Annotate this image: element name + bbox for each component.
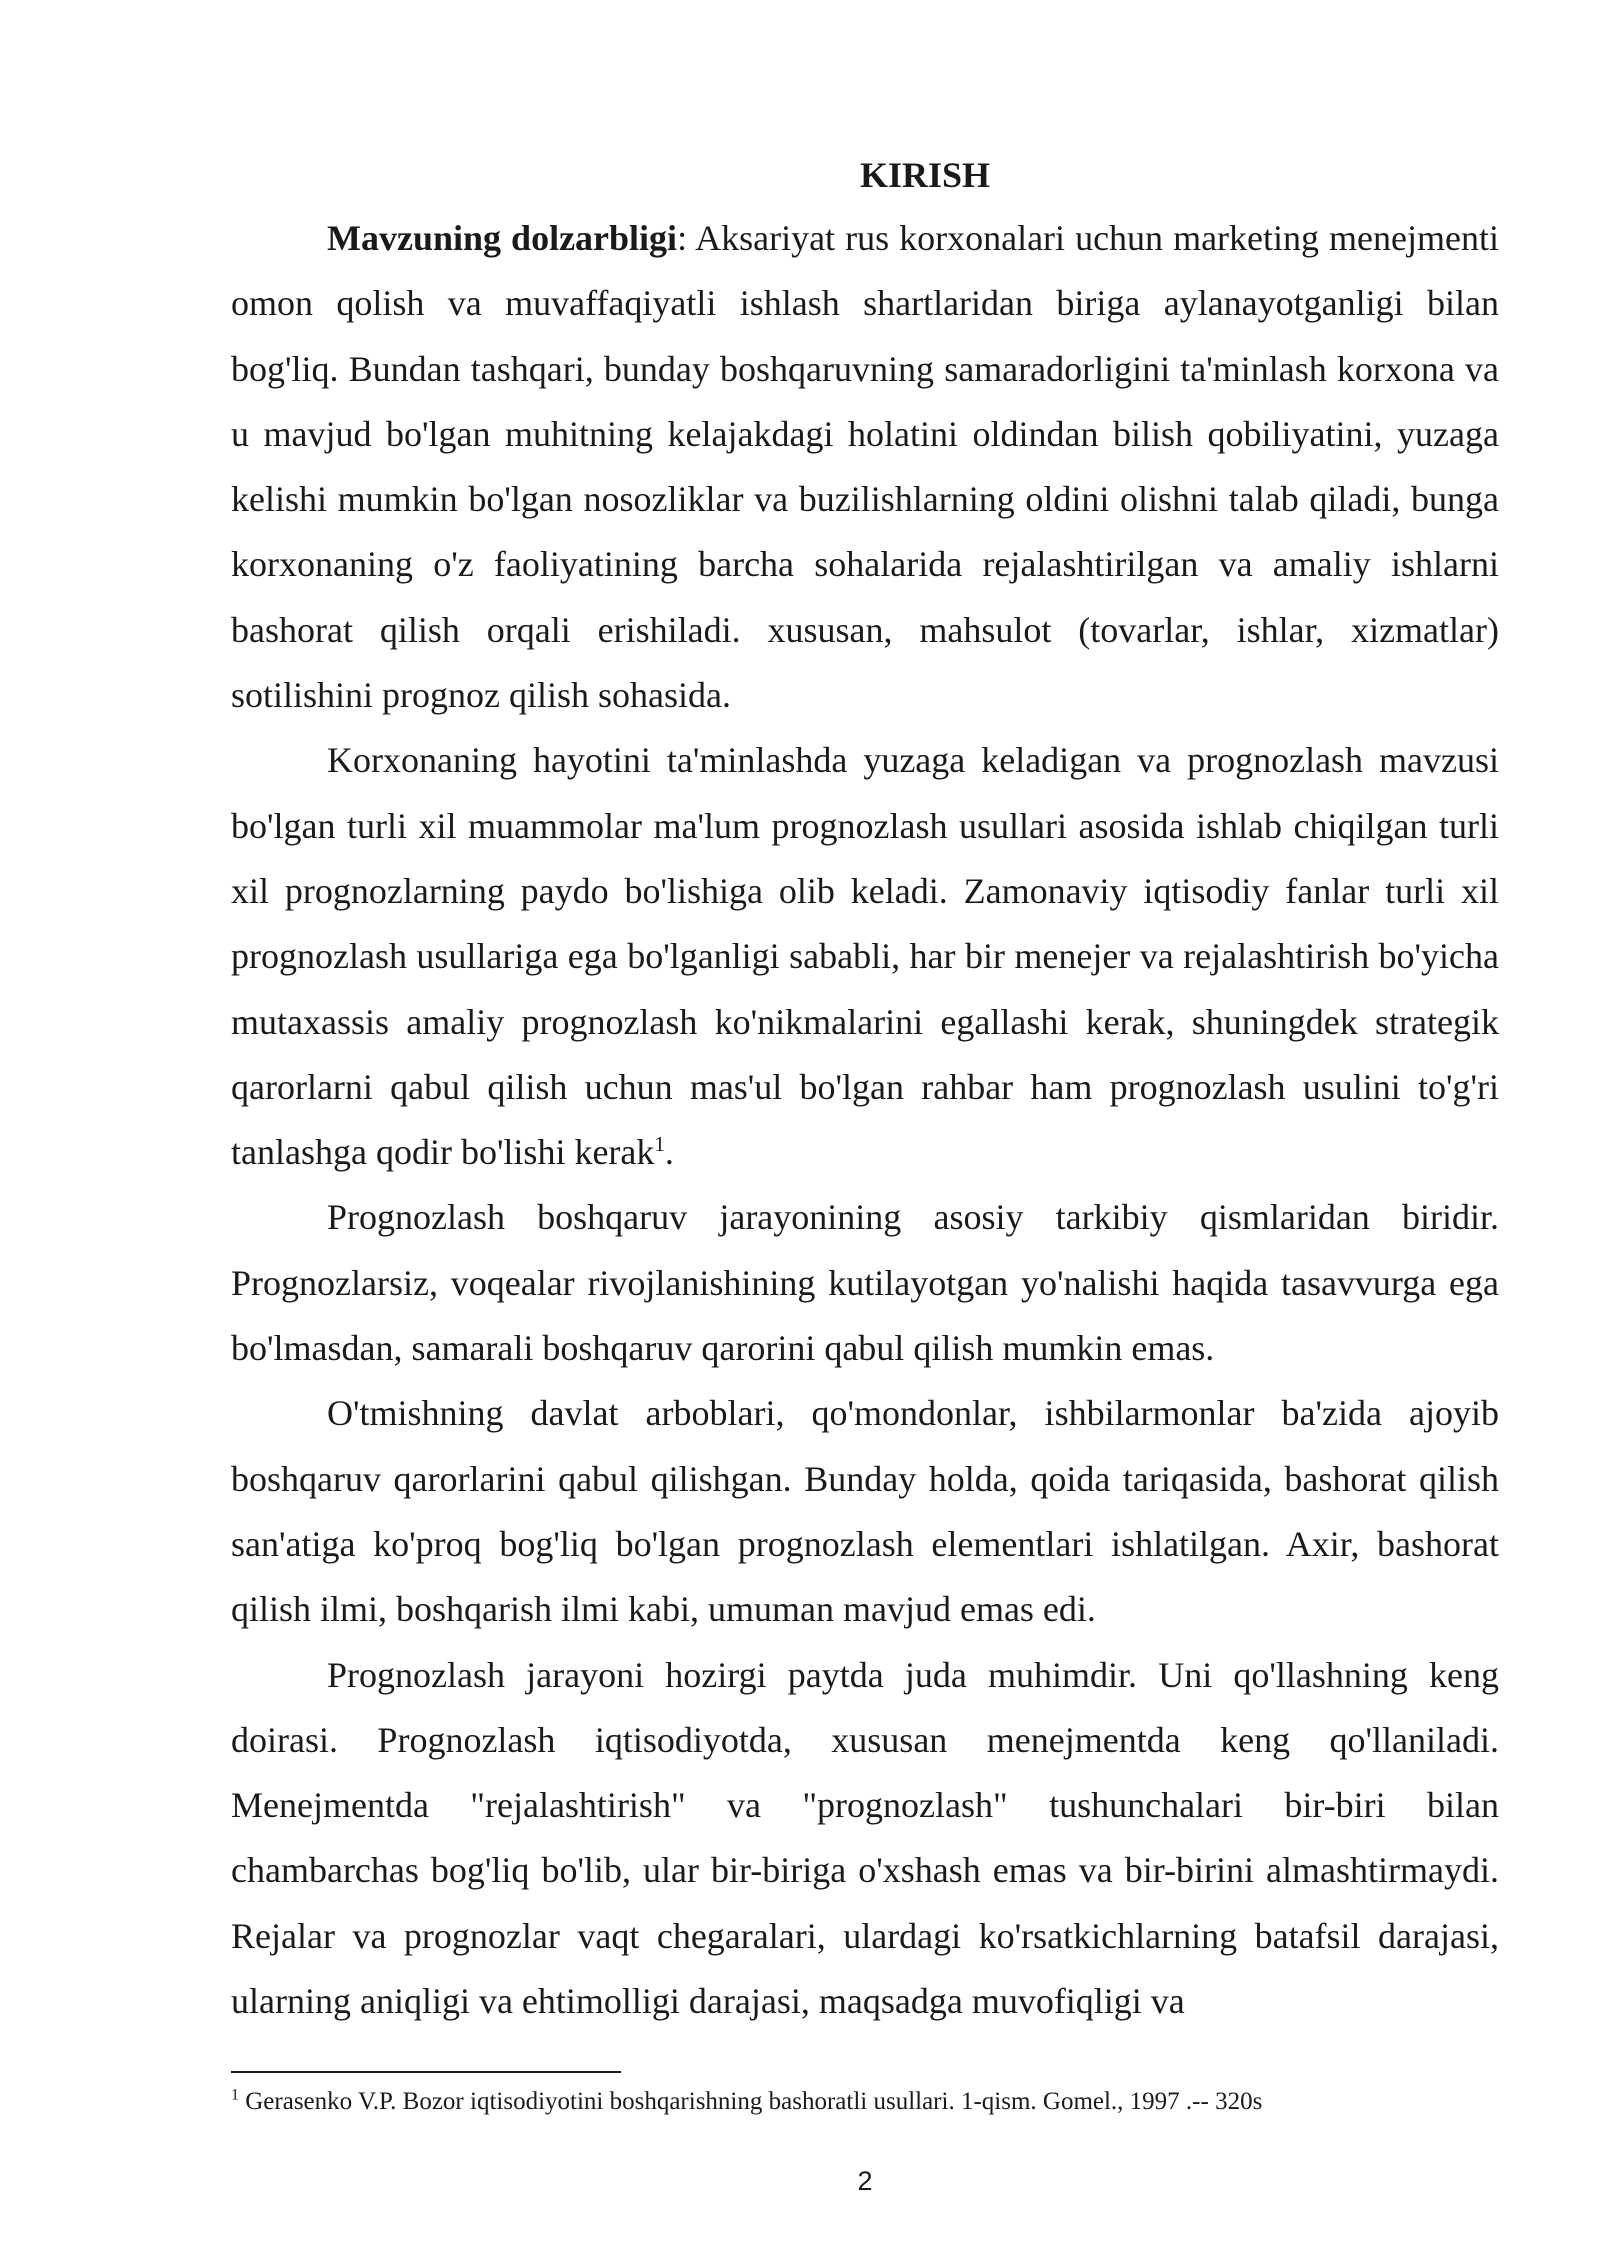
paragraph-forecasting-management bbox=[231, 1185, 1499, 1381]
footnote-reference[interactable]: 1 bbox=[654, 1132, 665, 1157]
relevance-lead: Mavzuning dolzarbligi bbox=[327, 218, 678, 258]
paragraph-importance bbox=[231, 1643, 1499, 2035]
footnote-text: Gerasenko V.P. Bozor iqtisodiyotini boshqarishning bashoratli usullari. 1-qism. Gomel., 1997 .-- 320s bbox=[239, 2088, 1263, 2115]
importance-text: Prognozlash jarayoni hozirgi paytda juda muhimdir. Uni qo'llashning keng doirasi. Prognozlash iqtisodiyotda, xususan menejmentda keng qo'llaniladi. Menejmentda "rejalashtirish" va "prognozlash" tushunchalari bir-biri bilan chambarchas bog'liq bo'lib, ular bir-biriga o'xshash emas va bir-birini almashtirmaydi. Rejalar va prognozlar vaqt chegaralari, ulardagi ko'rsatkichlarning batafsil darajasi, ularning aniqligi va ehtimolligi darajasi, maqsadga muvofiqligi va bbox=[231, 1654, 1499, 2022]
paragraph-history bbox=[231, 1381, 1499, 1642]
footnote bbox=[231, 2086, 1499, 2118]
forecast-problems-tail: . bbox=[664, 1132, 674, 1173]
forecasting-management-text: Prognozlash boshqaruv jarayonining asosiy tarkibiy qismlaridan biridir. Prognozlarsiz, voqealar rivojlanishining kutilayotgan yo'nalishi haqida tasavvurga ega bo'lmasdan, samarali boshqaruv qarorini qabul qilish mumkin emas. bbox=[231, 1197, 1499, 1369]
footnote-separator bbox=[231, 2071, 621, 2073]
page-number: 2 bbox=[857, 2166, 873, 2196]
paragraph-forecast-problems bbox=[231, 728, 1499, 1185]
section-heading: KIRISH bbox=[859, 155, 991, 195]
footnote-marker: 1 bbox=[231, 2086, 239, 2104]
history-text: O'tmishning davlat arboblari, qo'mondonlar, ishbilarmonlar ba'zida ajoyib boshqaruv qarorlarini qabul qilishgan. Bunday holda, qoida tariqasida, bashorat qilish san'atiga ko'proq bog'liq bo'lgan prognozlash elementlari ishlatilgan. Axir, bashorat qilish ilmi, boshqarish ilmi kabi, umuman mavjud emas edi. bbox=[231, 1393, 1499, 1630]
paragraph-relevance bbox=[231, 206, 1499, 728]
forecast-problems-text: Korxonaning hayotini ta'minlashda yuzaga keladigan va prognozlash mavzusi bo'lgan turli xil muammolar ma'lum prognozlash usullari asosida ishlab chiqilgan turli xil prognozlarning paydo bo'lishiga olib keladi. Zamonaviy iqtisodiy fanlar turli xil prognozlash usullariga ega bo'lganligi sababli, har bir menejer va rejalashtirish bo'yicha mutaxassis amaliy prognozlash ko'nikmalarini egallashi kerak, shuningdek strategik qarorlarni qabul qilish uchun mas'ul bo'lgan rahbar ham prognozlash usulini to'g'ri tanlashga qodir bo'lishi kerak bbox=[231, 740, 1499, 1173]
relevance-text: : Aksariyat rus korxonalari uchun marketing menejmenti omon qolish va muvaffaqiyatli ishlash shartlaridan biriga aylanayotganligi bilan bog'liq. Bundan tashqari, bunday boshqaruvning samaradorligini ta'minlash korxona va u mavjud bo'lgan muhitning kelajakdagi holatini oldindan bilish qobiliyatini, yuzaga kelishi mumkin bo'lgan nosozliklar va buzilishlarning oldini olishni talab qiladi, bunga korxonaning o'z faoliyatining barcha sohalarida rejalashtirilgan va amaliy ishlarni bashorat qilish orqali erishiladi. xususan, mahsulot (tovarlar, ishlar, xizmatlar) sotilishini prognoz qilish sohasida. bbox=[231, 218, 1499, 716]
document-page bbox=[231, 150, 1499, 2034]
